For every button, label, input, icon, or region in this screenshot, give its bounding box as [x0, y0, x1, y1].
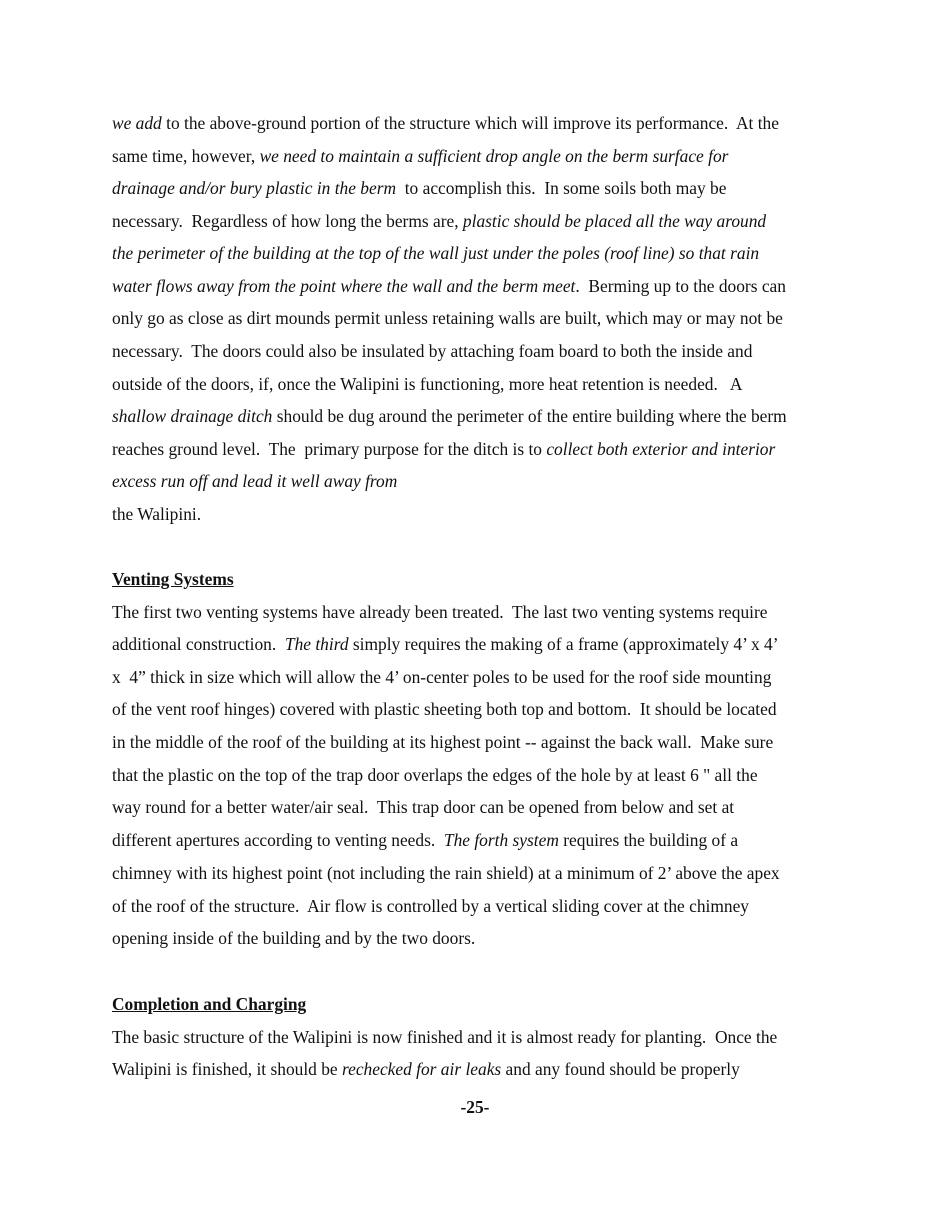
italic-text: The forth system — [443, 830, 559, 850]
text: and any found should be properly — [501, 1059, 740, 1079]
text-line — [112, 406, 787, 426]
text-line — [112, 830, 738, 850]
text-line — [112, 863, 780, 883]
text: in the middle of the roof of the building at its highest point -- against the back wall. Make sure — [112, 732, 774, 752]
text: reaches ground level. The primary purpose for the ditch is to — [112, 439, 547, 459]
text-line — [112, 1027, 777, 1047]
text: opening inside of the building and by the two doors. — [112, 928, 476, 948]
text-line — [112, 504, 201, 524]
text: only go as close as dirt mounds permit unless retaining walls are built, which may or may not be — [112, 308, 783, 328]
page-number: -25- — [460, 1097, 490, 1117]
text-line — [112, 765, 758, 785]
italic-text: collect both exterior and interior — [546, 439, 776, 459]
text: same time, however, — [112, 146, 260, 166]
italic-text: we add — [112, 113, 162, 133]
text: . Berming up to the doors can — [575, 276, 786, 296]
text: necessary. The doors could also be insulated by attaching foam board to both the inside and — [112, 341, 753, 361]
italic-text: plastic should be placed all the way around — [462, 211, 767, 231]
text: way round for a better water/air seal. This trap door can be opened from below and set at — [112, 797, 735, 817]
text: should be dug around the perimeter of the entire building where the berm — [272, 406, 787, 426]
section-heading-completion: Completion and Charging — [112, 994, 307, 1014]
text: The basic structure of the Walipini is now finished and it is almost ready for planting. Once the — [112, 1027, 778, 1047]
text-line — [112, 602, 768, 622]
text: outside of the doors, if, once the Walipini is functioning, more heat retention is needed. A — [112, 374, 743, 394]
italic-text: the perimeter of the building at the top of the wall just under the poles (roof line) so that rain — [112, 243, 760, 263]
text: of the roof of the structure. Air flow is controlled by a vertical sliding cover at the chimney — [112, 896, 749, 916]
text-line — [112, 797, 734, 817]
text-line — [112, 308, 783, 328]
italic-text: drainage and/or bury plastic in the berm — [112, 178, 397, 198]
text-line — [112, 634, 779, 654]
text-line — [112, 928, 475, 948]
text-line — [112, 896, 749, 916]
text: chimney with its highest point (not including the rain shield) at a minimum of 2’ above the apex — [112, 863, 780, 883]
text: x 4” thick in size which will allow the 4’ on-center poles to be used for the roof side mounting — [112, 667, 772, 687]
text-line — [112, 243, 759, 263]
italic-text: rechecked for air leaks — [341, 1059, 502, 1079]
text-line — [112, 146, 728, 166]
text: the Walipini. — [112, 504, 202, 524]
text: that the plastic on the top of the trap door overlaps the edges of the hole by at least 6 " all the — [112, 765, 758, 785]
text-line — [112, 471, 397, 491]
text-line — [112, 113, 779, 133]
text: requires the building of a — [558, 830, 739, 850]
section-heading-venting: Venting Systems — [112, 569, 234, 589]
text: to accomplish this. In some soils both may be — [396, 178, 727, 198]
text-line — [112, 374, 742, 394]
italic-text: shallow drainage ditch — [112, 406, 273, 426]
text-line — [112, 178, 726, 198]
text: Walipini is finished, it should be — [112, 1059, 342, 1079]
text: different apertures according to venting needs. — [112, 830, 444, 850]
italic-text: we need to maintain a sufficient drop angle on the berm surface for — [259, 146, 729, 166]
text-line — [112, 211, 766, 231]
italic-text: water flows away from the point where the wall and the berm meet — [112, 276, 576, 296]
text-line — [112, 732, 773, 752]
text-line — [112, 276, 786, 296]
text-line — [112, 1059, 740, 1079]
text: simply requires the making of a frame (approximately 4’ x 4’ — [348, 634, 779, 654]
text-line — [112, 341, 752, 361]
text: The first two venting systems have already been treated. The last two venting systems require — [112, 602, 768, 622]
text: to the above-ground portion of the structure which will improve its performance. At the — [161, 113, 779, 133]
text: of the vent roof hinges) covered with plastic sheeting both top and bottom. It should be located — [112, 699, 777, 719]
text: additional construction. — [112, 634, 285, 654]
text-line — [112, 699, 777, 719]
text: necessary. Regardless of how long the berms are, — [112, 211, 463, 231]
text-line — [112, 439, 775, 459]
text-line — [112, 667, 771, 687]
italic-text: The third — [284, 634, 349, 654]
italic-text: excess run off and lead it well away from — [112, 471, 398, 491]
